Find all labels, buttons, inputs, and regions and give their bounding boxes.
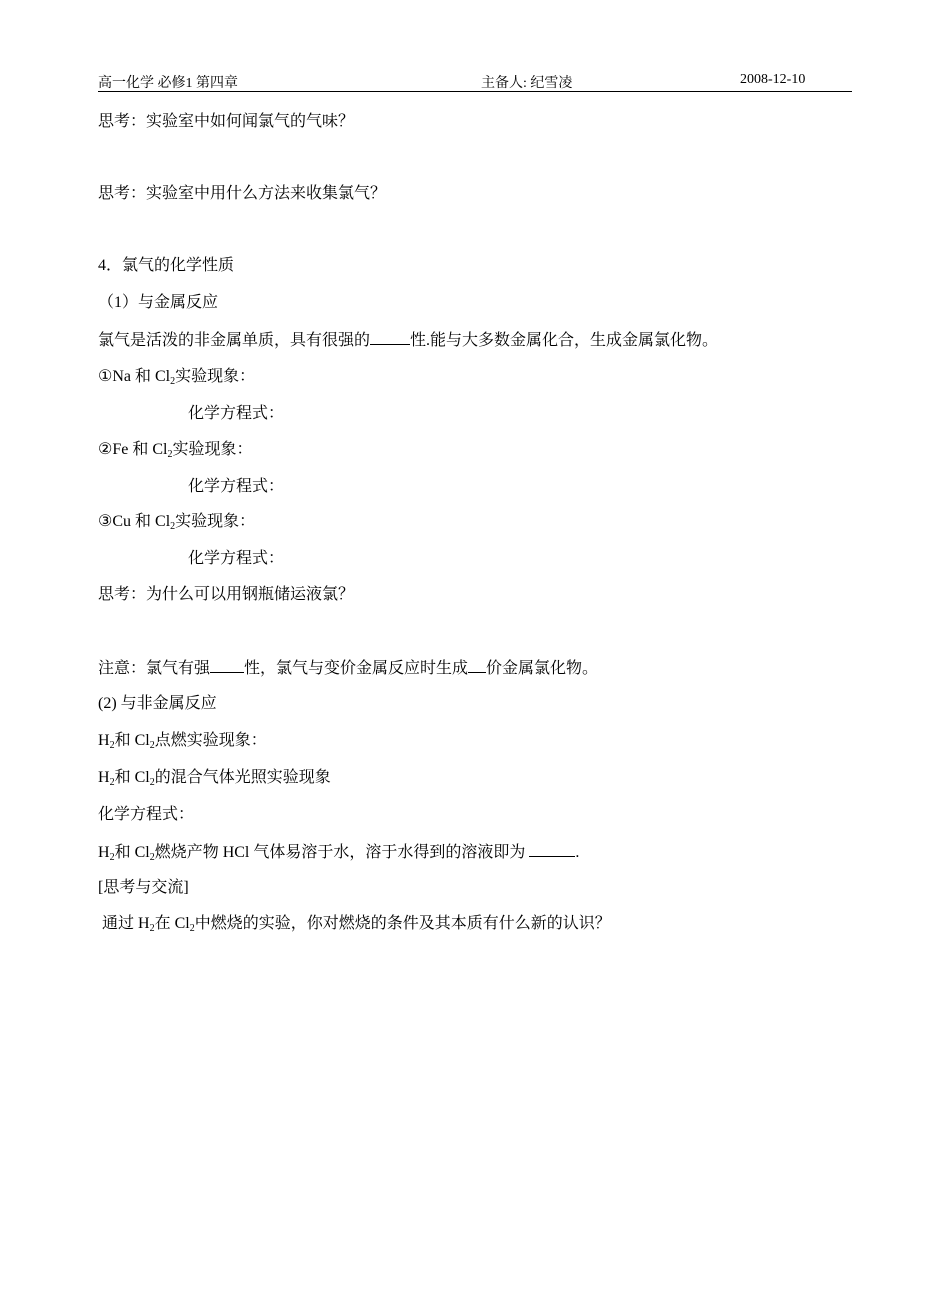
subscript: 2 bbox=[109, 852, 115, 863]
item-cu-equation: 化学方程式： bbox=[188, 550, 285, 567]
subscript: 2 bbox=[149, 777, 155, 788]
subscript: 2 bbox=[149, 923, 155, 934]
fill-blank bbox=[468, 658, 486, 673]
observation-label: 实验现象： bbox=[175, 513, 256, 530]
combustion-text-a: 通过 H bbox=[98, 915, 150, 932]
subscript: 2 bbox=[189, 923, 195, 934]
observation-label: 实验现象： bbox=[175, 368, 256, 385]
note-text-a: 注意：氯气有强 bbox=[98, 660, 211, 677]
note-text-b: 性，氯气与变价金属反应时生成 bbox=[244, 660, 469, 677]
item-h2-equation: 化学方程式： bbox=[98, 806, 195, 823]
subscript: 2 bbox=[149, 740, 155, 751]
question-smell-chlorine: 思考：实验室中如何闻氯气的气味？ bbox=[98, 113, 355, 130]
section-heading-chemical-properties: 4．氯气的化学性质 bbox=[98, 257, 235, 274]
note-text-c: 价金属氯化物。 bbox=[486, 660, 599, 677]
subscript: 2 bbox=[170, 376, 176, 387]
cl-label: 和 Cl bbox=[114, 732, 150, 749]
item-na-equation: 化学方程式： bbox=[188, 405, 285, 422]
subscript: 2 bbox=[109, 777, 115, 788]
period: . bbox=[575, 844, 580, 861]
combustion-text-c: 中燃烧的实验，你对燃烧的条件及其本质有什么新的认识？ bbox=[194, 915, 611, 932]
h-label: H bbox=[98, 844, 110, 861]
item-h2-light bbox=[98, 768, 331, 788]
na-label: ①Na 和 Cl bbox=[98, 368, 171, 385]
header-author: 主备人: 纪雪凌 bbox=[481, 76, 573, 91]
light-observation-label: 的混合气体光照实验现象 bbox=[154, 769, 331, 786]
intro-text-b: 性.能与大多数金属化合，生成金属氯化物。 bbox=[410, 332, 719, 349]
intro-text-a: 氯气是活泼的非金属单质，具有很强的 bbox=[98, 332, 371, 349]
question-collect-chlorine: 思考：实验室中用什么方法来收集氯气？ bbox=[98, 185, 387, 202]
h-label: H bbox=[98, 732, 110, 749]
header-course: 高一化学 必修1 第四章 bbox=[98, 76, 238, 91]
fill-blank bbox=[210, 658, 244, 673]
ignite-observation-label: 点燃实验现象： bbox=[154, 732, 267, 749]
page-header bbox=[98, 70, 852, 92]
note-oxidizing bbox=[98, 658, 598, 679]
cl-label: 和 Cl bbox=[114, 769, 150, 786]
item-na-observation bbox=[98, 367, 255, 387]
subscript: 2 bbox=[170, 521, 176, 532]
item-h2-ignite bbox=[98, 731, 267, 751]
cl-label: 和 Cl bbox=[114, 844, 150, 861]
discussion-heading: [思考与交流] bbox=[98, 879, 189, 896]
observation-label: 实验现象： bbox=[172, 441, 253, 458]
subsection-nonmetal-reactions: (2) 与非金属反应 bbox=[98, 695, 217, 712]
combustion-text-b: 在 Cl bbox=[154, 915, 190, 932]
header-date: 2008-12-10 bbox=[740, 72, 806, 87]
question-steel-cylinder: 思考：为什么可以用钢瓶储运液氯？ bbox=[98, 586, 355, 603]
subscript: 2 bbox=[167, 449, 173, 460]
subsection-metal-reactions: （1）与金属反应 bbox=[98, 294, 219, 311]
question-combustion bbox=[98, 914, 611, 934]
subscript: 2 bbox=[109, 740, 115, 751]
h-label: H bbox=[98, 769, 110, 786]
cu-label: ③Cu 和 Cl bbox=[98, 513, 171, 530]
hcl-text: 燃烧产物 HCl 气体易溶于水，溶于水得到的溶液即为 bbox=[154, 844, 526, 861]
item-fe-observation bbox=[98, 440, 252, 460]
fe-label: ②Fe 和 Cl bbox=[98, 441, 168, 458]
item-hcl-solution bbox=[98, 842, 579, 863]
fill-blank bbox=[529, 842, 575, 857]
fill-blank bbox=[370, 330, 410, 345]
paragraph-chlorine-intro bbox=[98, 330, 718, 351]
item-cu-observation bbox=[98, 512, 255, 532]
subscript: 2 bbox=[149, 852, 155, 863]
item-fe-equation: 化学方程式： bbox=[188, 478, 285, 495]
